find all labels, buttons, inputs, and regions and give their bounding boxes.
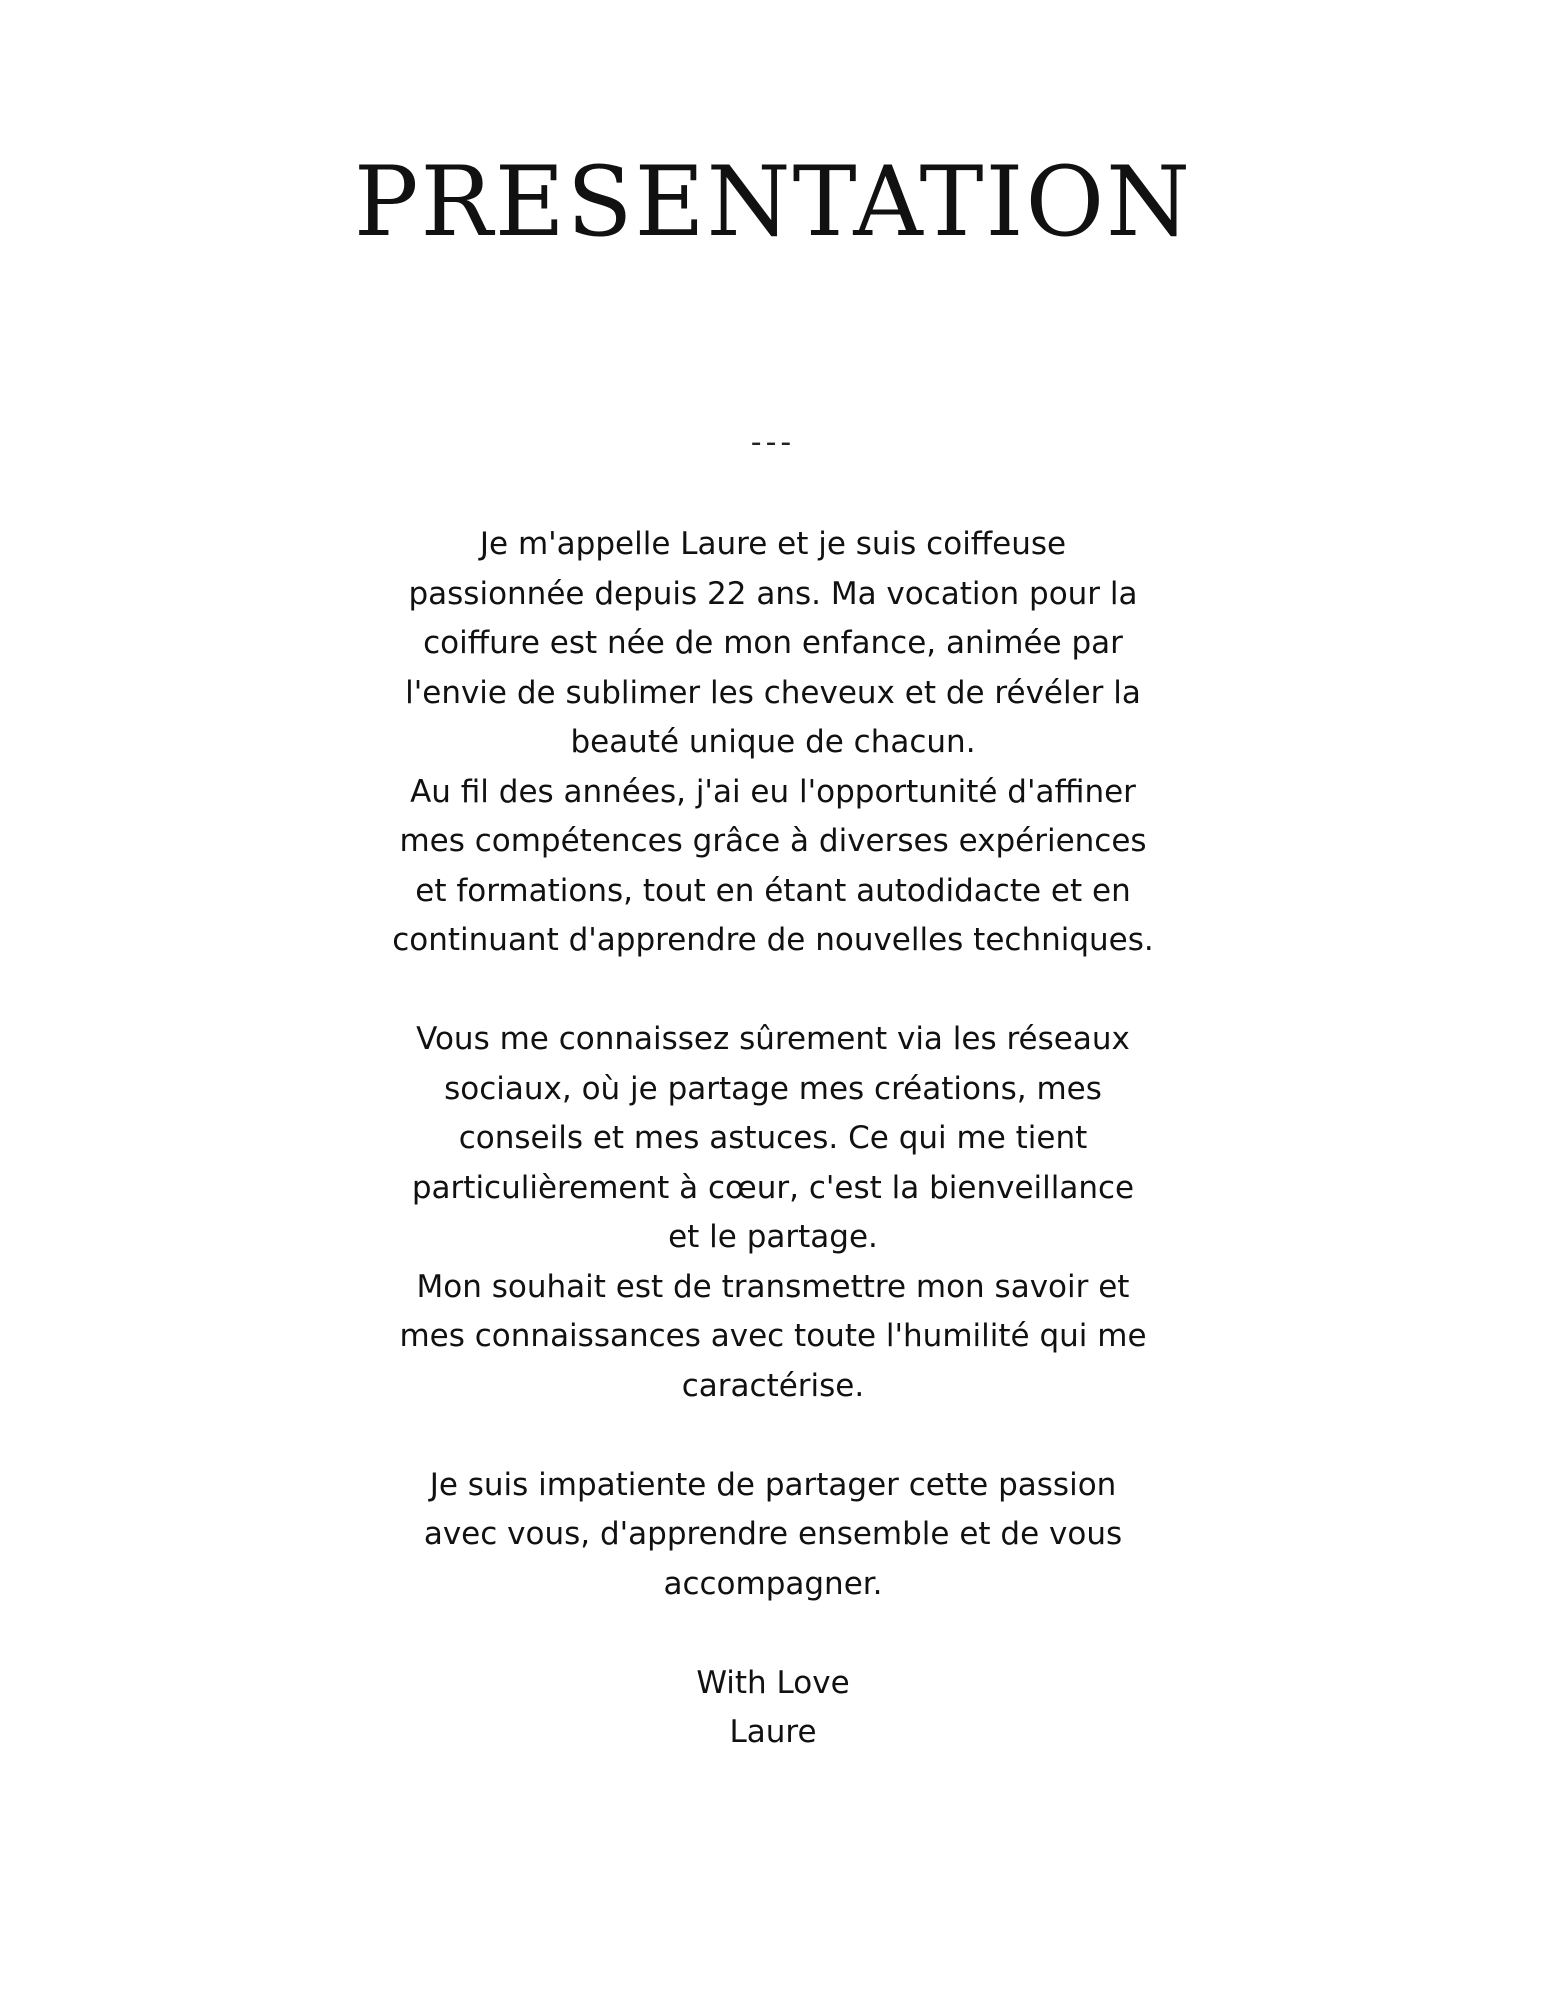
paragraph-spacer [323,966,1223,1016]
paragraph-wish [323,1263,1223,1412]
page-title: PRESENTATION [353,146,1193,258]
paragraph-closing [323,1461,1223,1610]
paragraph-intro [323,520,1223,768]
text-line: et le partage. [668,1219,878,1255]
paragraph-experience [323,768,1223,966]
text-line: particulièrement à cœur, c'est la bienveillance [411,1169,1135,1206]
text-line: Je m'appelle Laure et je suis coiffeuse [479,526,1067,562]
sign-off [323,1659,1223,1758]
text-line: beauté unique de chacun. [570,724,976,760]
text-line: accompagner. [663,1565,883,1602]
text-line: caractérise. [681,1367,865,1404]
signature-text: Laure [729,1714,817,1750]
text-line: coiffure est née de mon enfance, animée par [423,625,1123,661]
presentation-body [323,520,1223,1758]
text-line: passionnée depuis 22 ans. Ma vocation pour la [408,575,1138,612]
text-line: et formations, tout en étant autodidacte et en [415,872,1131,909]
text-line: Vous me connaissez sûrement via les réseaux [416,1021,1130,1057]
paragraph-spacer [323,1411,1223,1461]
paragraph-social [323,1015,1223,1263]
divider: --- [750,425,796,460]
text-line: Mon souhait est de transmettre mon savoir et [416,1268,1130,1305]
text-line: l'envie de sublimer les cheveux et de révéler la [405,674,1141,711]
text-line: Au fil des années, j'ai eu l'opportunité d'affiner [410,773,1136,810]
text-line: conseils et mes astuces. Ce qui me tient [458,1120,1088,1156]
text-line: mes compétences grâce à diverses expériences [399,823,1147,859]
text-line: sociaux, où je partage mes créations, mes [444,1070,1102,1107]
text-line: Je suis impatiente de partager cette passion [429,1466,1117,1503]
paragraph-spacer [323,1609,1223,1659]
closing-text: With Love [696,1664,850,1701]
text-line: continuant d'apprendre de nouvelles techniques. [392,922,1154,958]
text-line: mes connaissances avec toute l'humilité qui me [399,1318,1147,1354]
text-line: avec vous, d'apprendre ensemble et de vous [423,1516,1123,1552]
